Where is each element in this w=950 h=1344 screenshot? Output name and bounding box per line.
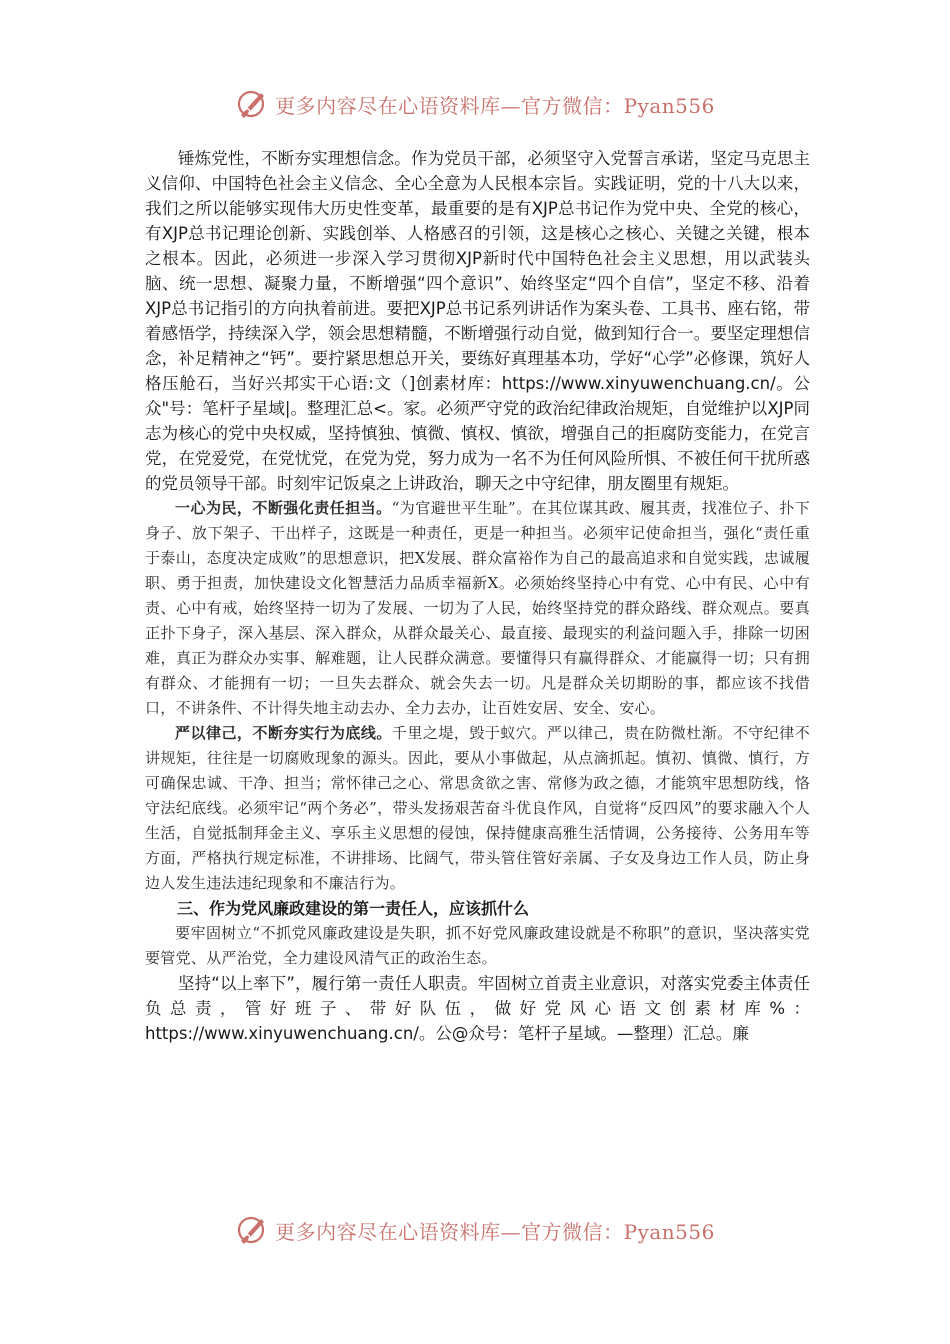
- header-text: 更多内容尽在心语资料库—官方微信：Pyan556: [275, 93, 715, 118]
- paragraph-text: “为官避世平生耻”。在其位谋其政、履其责，找准位子、扑下身子、放下架子、干出样子，这既是一种责任，更是一种担当。必须牢记使命担当，强化“责任重于泰山，态度决定成败”的思想意识，把X发展、群众富裕作为自己的最高追求和自觉实践，忠诚履职、勇于担责，加快建设文化智慧活力品质幸福新X。必须始终坚持心中有党、心中有民、心中有责、心中有戒，始终坚持一切为了发展、一切为了人民，始终坚持党的群众路线、群众观点。要真正扑下身子，深入基层、深入群众，从群众最关心、最直接、最现实的利益问题入手，排除一切困难，真正为群众办实事、解难题，让人民群众满意。要懂得只有赢得群众、才能赢得一切；只有拥有群众、才能拥有一切；一旦失去群众、就会失去一切。凡是群众关切期盼的事，都应该不找借口，不讲条件、不计得失地主动去办、全力去办，让百姓安居、安全、安心。: [145, 499, 810, 717]
- document-body: [145, 146, 810, 1046]
- paragraph-lead: 一心为民，不断强化责任担当。: [175, 499, 392, 517]
- section-heading-3: 三、作为党风廉政建设的第一责任人，应该抓什么: [177, 899, 530, 918]
- paragraph-awareness: 要牢固树立“不抓党风廉政建设是失职，抓不好党风廉政建设就是不称职”的意识，坚决落实党要管党、从严治党，全力建设风清气正的政治生态。: [145, 924, 810, 967]
- pen-circle-logo-icon: [235, 1213, 269, 1247]
- paragraph-party-spirit: 锤炼党性，不断夯实理想信念。作为党员干部，必须坚守入党誓言承诺，坚定马克思主义信仰、中国特色社会主义信念、全心全意为人民根本宗旨。实践证明，党的十八大以来，我们之所以能够实现伟大历史性变革，最重要的是有XJP总书记作为党中央、全党的核心，有XJP总书记理论创新、实践创举、人格感召的引领，这是核心之核心、关键之关键，根本之根本。因此，必须进一步深入学习贯彻XJP新时代中国特色社会主义思想，用以武装头脑、统一思想、凝聚力量，不断增强“四个意识”、始终坚定“四个自信”，坚定不移、沿着XJP总书记指引的方向执着前进。要把XJP总书记系列讲话作为案头卷、工具书、座右铭，带着感悟学，持续深入学，领会思想精髓，不断增强行动自觉，做到知行合一。要坚定理想信念，补足精神之“钙”。要拧紧思想总开关，要练好真理基本功，学好“心学”必修课，筑好人格压舱石，当好兴邦实干心语:文（]创素材库：https://www.xinyuwenchuang.cn/。公众"号：笔杆子星域|。整理汇总<。家。必须严守党的政治纪律政治规矩，自觉维护以XJP同志为核心的党中央权威，坚持慎独、慎微、慎权、慎欲，增强自己的拒腐防变能力，在党言党，在党爱党，在党忧党，在党为党，努力成为一名不为任何风险所惧、不被任何干扰所惑的党员领导干部。时刻牢记饭桌之上讲政治，聊天之中守纪律，朋友圈里有规矩。: [145, 149, 810, 493]
- paragraph-text: 千里之堤，毁于蚁穴。严以律己，贵在防微杜渐。不守纪律不讲规矩，往往是一切腐败现象的源头。因此，要从小事做起，从点滴抓起。慎初、慎微、慎行，方可确保忠诚、干净、担当；常怀律己之心、常思贪欲之害、常修为政之德，才能筑牢思想防线，恪守法纪底线。必须牢记“两个务必”，带头发扬艰苦奋斗优良作风，自觉将“反四风”的要求融入个人生活，自觉抵制拜金主义、享乐主义思想的侵蚀，保持健康高雅生活情调，公务接待、公务用车等方面，严格执行规定标准，不讲排场、比阔气，带头管住管好亲属、子女及身边工作人员，防止身边人发生违法违纪现象和不廉洁行为。: [145, 724, 811, 892]
- paragraph-lead: 严以律己，不断夯实行为底线。: [175, 724, 392, 742]
- page-header: [0, 84, 950, 124]
- page-footer: [0, 1210, 950, 1250]
- pen-circle-logo-icon: [235, 87, 269, 121]
- paragraph-self-discipline: [145, 721, 810, 896]
- paragraph-serve-people: [145, 496, 810, 721]
- paragraph-lead-by-example: 坚持“以上率下”，履行第一责任人职责。牢固树立首责主业意识，对落实党委主体责任负总责，管好班子、带好队伍，做好党风心语文创素材库%：https://www.xinyuwenchuang.cn/。公@众号：笔杆子星域。—整理）汇总。廉: [145, 974, 810, 1043]
- footer-text: 更多内容尽在心语资料库—官方微信：Pyan556: [275, 1219, 715, 1244]
